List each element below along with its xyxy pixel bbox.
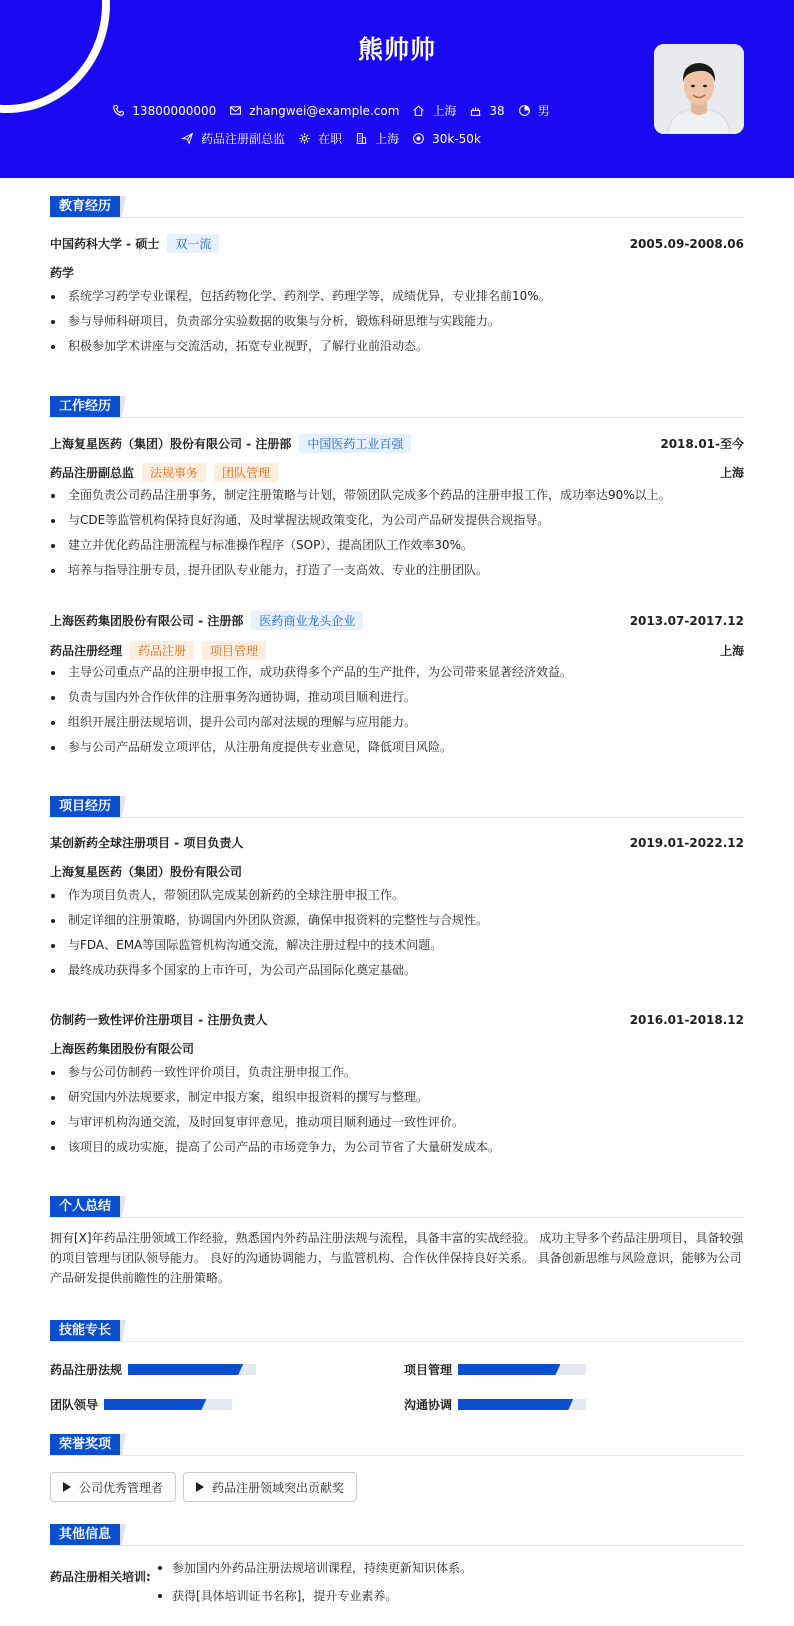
list-item: 与审评机构沟通交流，及时回复审评意见，推动项目顺利通过一致性评价。	[50, 1110, 744, 1135]
resume-header	[0, 0, 794, 178]
project-date: 2016.01-2018.12	[629, 1012, 744, 1027]
info-salary: 30k-50k	[412, 130, 481, 147]
job-tag: 团队管理	[214, 463, 278, 482]
info-age: 38	[469, 102, 504, 119]
project-name: 某创新药全球注册项目 - 项目负责人	[50, 836, 244, 850]
profile-photo	[654, 44, 744, 134]
project-date: 2019.01-2022.12	[629, 835, 744, 850]
section-title: 其他信息	[50, 1524, 744, 1546]
award-chip: 公司优秀管理者	[50, 1472, 176, 1502]
skill-name: 药品注册法规	[50, 1363, 123, 1377]
work-city: 上海	[719, 644, 744, 658]
school-tag: 双一流	[167, 234, 219, 253]
job-tag: 法规事务	[142, 463, 206, 482]
job-tag: 项目管理	[202, 641, 266, 660]
company-tag: 中国医药工业百强	[299, 434, 411, 453]
phone-icon	[112, 104, 125, 117]
education-bullets	[50, 284, 744, 359]
list-item: 培养与指导注册专员，提升团队专业能力，打造了一支高效、专业的注册团队。	[50, 558, 744, 583]
awards-section	[50, 1434, 744, 1495]
list-item: 研究国内外法规要求，制定申报方案，组织申报资料的撰写与整理。	[50, 1085, 744, 1110]
skill-bar	[458, 1364, 586, 1375]
project-header-row	[50, 834, 744, 851]
list-item: 参与公司产品研发立项评估，从注册角度提供专业意见，降低项目风险。	[50, 735, 744, 760]
gender-icon	[518, 104, 531, 117]
work-bullets	[50, 660, 744, 760]
section-title: 项目经历	[50, 796, 744, 818]
summary-text: 拥有[X]年药品注册领域工作经验，熟悉国内外药品注册法规与流程，具备丰富的实战经验。 成功主导多个药品注册项目，具备较强 的项目管理与团队领导能力。 良好的沟通协调能力，与监管机构、合作伙伴保持良好关系。 具备创新思维与风险意识，能够为公司 产品研发提供前瞻性的注册策略。	[50, 1231, 744, 1285]
skill-name: 项目管理	[404, 1363, 453, 1377]
contact-info-row	[0, 102, 662, 119]
list-item: 负责与国内外合作伙伴的注册事务沟通协调，推动项目顺利进行。	[50, 685, 744, 710]
project-company: 上海医药集团股份有限公司	[50, 1042, 195, 1056]
list-item: 主导公司重点产品的注册申报工作，成功获得多个产品的生产批件，为公司带来显著经济效益。	[50, 660, 744, 685]
major-name: 药学	[50, 266, 75, 280]
job-info-row	[0, 130, 662, 147]
work-bullets	[50, 483, 744, 583]
work-section	[50, 396, 744, 754]
list-item: 建立并优化药品注册流程与标准操作程序（SOP），提高团队工作效率30%。	[50, 533, 744, 558]
section-title: 工作经历	[50, 396, 744, 418]
company-name: 上海医药集团股份有限公司 - 注册部	[50, 614, 244, 628]
skill-item	[404, 1361, 586, 1378]
skill-bar-fill	[458, 1364, 560, 1375]
awards-list	[50, 1472, 744, 1504]
skill-item	[404, 1396, 586, 1413]
send-icon	[181, 132, 194, 145]
coin-icon	[412, 132, 425, 145]
info-status: 在职	[298, 130, 342, 147]
work-title-row	[50, 463, 744, 482]
list-item: 参与导师科研项目，负责部分实验数据的收集与分析，锻炼科研思维与实践能力。	[50, 309, 744, 334]
job-tag: 药品注册	[130, 641, 194, 660]
project-company: 上海复星医药（集团）股份有限公司	[50, 865, 243, 879]
list-item: 系统学习药学专业课程，包括药物化学、药剂学、药理学等，成绩优异，专业排名前10%。	[50, 284, 744, 309]
skill-name: 团队领导	[50, 1398, 99, 1412]
info-phone: 13800000000	[112, 102, 216, 119]
gear-icon	[298, 132, 311, 145]
age-icon	[469, 104, 482, 117]
work-header-row	[50, 611, 744, 630]
award-chip: 药品注册领域突出贡献奖	[183, 1472, 357, 1502]
project-name: 仿制药一致性评价注册项目 - 注册负责人	[50, 1013, 268, 1027]
list-item: 与CDE等监管机构保持良好沟通，及时掌握法规政策变化，为公司产品研发提供合规指导。	[50, 508, 744, 533]
company-tag: 医药商业龙头企业	[251, 611, 363, 630]
company-name: 上海复星医药（集团）股份有限公司 - 注册部	[50, 437, 292, 451]
list-item: 组织开展注册法规培训，提升公司内部对法规的理解与应用能力。	[50, 710, 744, 735]
section-title: 技能专长	[50, 1320, 744, 1342]
education-header-row	[50, 234, 744, 253]
mail-icon	[229, 104, 242, 117]
list-item: 积极参加学术讲座与交流活动，拓宽专业视野，了解行业前沿动态。	[50, 334, 744, 359]
project-bullets	[50, 883, 744, 983]
info-gender: 男	[518, 102, 550, 119]
list-item: 获得[具体培训证书名称]，提升专业素养。	[154, 1582, 472, 1610]
list-item: 与FDA、EMA等国际监管机构沟通交流，解决注册过程中的技术问题。	[50, 933, 744, 958]
skill-bar-fill	[104, 1399, 206, 1410]
list-item: 最终成功获得多个国家的上市许可，为公司产品国际化奠定基础。	[50, 958, 744, 983]
info-position: 药品注册副总监	[181, 130, 285, 147]
list-item: 参加国内外药品注册法规培训课程，持续更新知识体系。	[154, 1554, 472, 1582]
list-item: 参与公司仿制药一致性评价项目，负责注册申报工作。	[50, 1060, 744, 1085]
skill-bar	[128, 1364, 256, 1375]
other-bullets	[154, 1554, 472, 1610]
education-date: 2005.09-2008.06	[629, 236, 744, 251]
work-title-row	[50, 641, 744, 660]
skill-bar	[104, 1399, 232, 1410]
education-major-row	[50, 264, 744, 281]
play-icon	[63, 1482, 71, 1492]
candidate-name: 熊帅帅	[357, 35, 436, 64]
skills-section	[50, 1320, 744, 1412]
summary-section	[50, 1196, 744, 1285]
section-title: 个人总结	[50, 1196, 744, 1218]
skill-bar	[458, 1399, 586, 1410]
list-item: 该项目的成功实施，提高了公司产品的市场竞争力，为公司节省了大量研发成本。	[50, 1135, 744, 1160]
other-section	[50, 1524, 744, 1603]
info-city: 上海	[355, 130, 399, 147]
other-label: 药品注册相关培训:	[50, 1570, 151, 1584]
work-header-row	[50, 434, 744, 453]
skill-name: 沟通协调	[404, 1398, 453, 1412]
section-title: 教育经历	[50, 196, 744, 218]
job-title: 药品注册副总监	[50, 466, 135, 480]
list-item: 制定详细的注册策略，协调国内外团队资源，确保申报资料的完整性与合规性。	[50, 908, 744, 933]
project-section	[50, 796, 744, 1154]
building-icon	[355, 132, 368, 145]
project-header-row	[50, 1011, 744, 1028]
skill-item	[50, 1361, 256, 1378]
project-company-row	[50, 1040, 744, 1057]
job-title: 药品注册经理	[50, 644, 123, 658]
section-title: 荣誉奖项	[50, 1434, 744, 1456]
project-company-row	[50, 863, 744, 880]
info-location: 上海	[412, 102, 456, 119]
info-email: zhangwei@example.com	[229, 102, 399, 119]
work-date: 2013.07-2017.12	[629, 613, 744, 628]
skill-bar-fill	[128, 1364, 243, 1375]
work-date: 2018.01-至今	[660, 437, 744, 451]
skill-item	[50, 1396, 232, 1413]
list-item: 全面负责公司药品注册事务，制定注册策略与计划，带领团队完成多个药品的注册申报工作，成功率达90%以上。	[50, 483, 744, 508]
home-icon	[412, 104, 425, 117]
work-city: 上海	[719, 466, 744, 480]
school-name: 中国药科大学 - 硕士	[50, 237, 160, 251]
list-item: 作为项目负责人，带领团队完成某创新药的全球注册申报工作。	[50, 883, 744, 908]
skill-bar-fill	[458, 1399, 573, 1410]
education-section	[50, 196, 744, 353]
play-icon	[196, 1482, 204, 1492]
project-bullets	[50, 1060, 744, 1160]
